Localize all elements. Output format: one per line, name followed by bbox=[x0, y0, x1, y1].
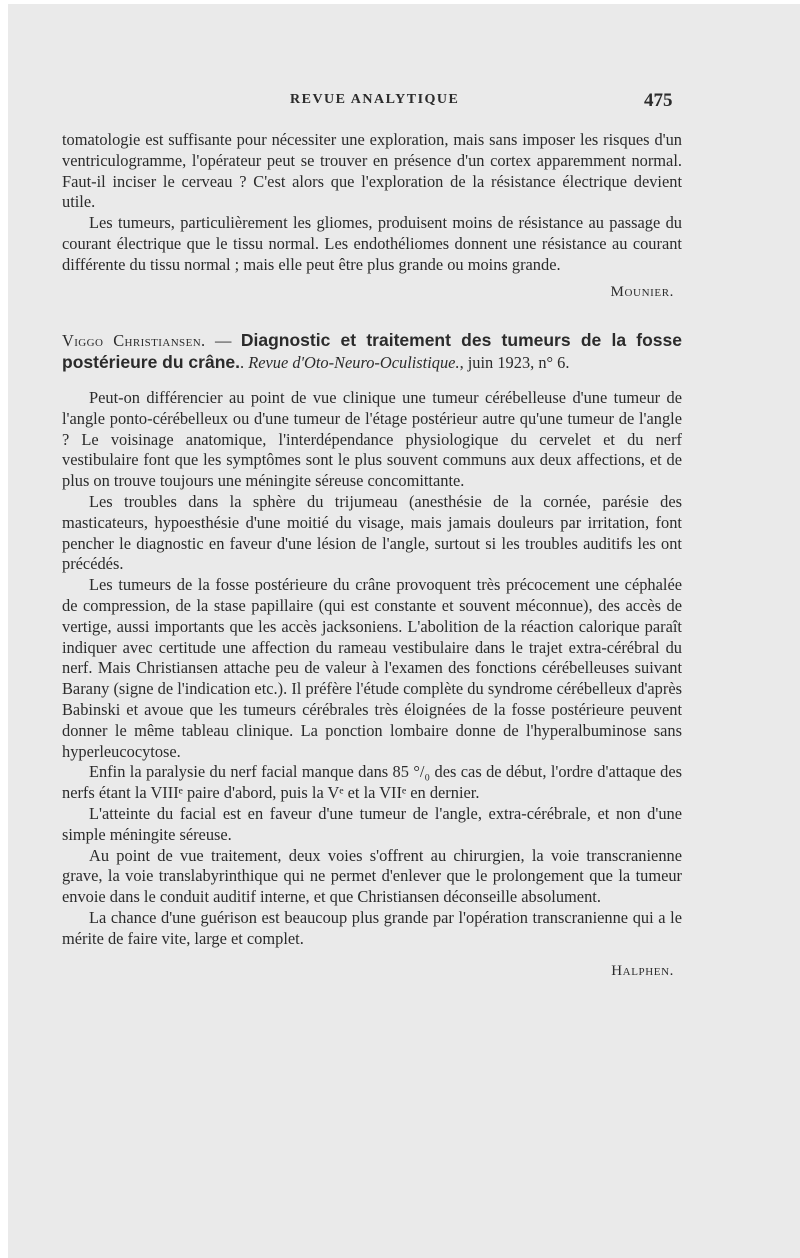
paragraph: La chance d'une guérison est beaucoup plus grande par l'opération transcranienne qui a le mérite de faire vite, large et complet. bbox=[62, 907, 682, 948]
citation-dash: — bbox=[205, 331, 241, 351]
paragraph: Les troubles dans la sphère du trijumeau (anesthésie de la cornée, parésie des masticateurs, hypoesthésie d'une moitié du visage, mais jamais douleurs par irritation, font pencher le diagnostic en faveur d'une lésion de l'angle, surtout si les troubles auditifs les ont précédés. bbox=[62, 491, 682, 574]
paragraph: Les tumeurs de la fosse postérieure du crâne provoquent très précocement une céphalée de compression, de la stase papillaire (qui est constante et souvent méconnue), des accès de vertige, aussi importants que les accès jacksoniens. L'abolition de la réaction calorique paraît indiquer avec certitude une affection du rameau vestibulaire dans le trajet extra-cérébral du nerf. Mais Christiansen attache peu de valeur à l'examen des fonctions cérébelleuses suivant Barany (signe de l'indication etc.). Il préfère l'étude complète du syndrome cérébelleux d'après Babinski et avoue que les tumeurs cérébrales très éloignées de la fosse postérieure peuvent donner le même tableau clinique. La ponction lombaire donne de l'hyperalbuminose sans hyperleucocytose. bbox=[62, 575, 682, 761]
paragraph: Au point de vue traitement, deux voies s'offrent au chirurgien, la voie transcranienne grave, la voie translabyrinthique qui ne permet d'enlever que le prolongement que la tumeur envoie dans le conduit auditif interne, et que Christiansen déconseille absolument. bbox=[62, 845, 682, 907]
citation-separator: . bbox=[239, 353, 249, 373]
page bbox=[8, 4, 800, 1258]
paragraph: tomatologie est suffisante pour nécessiter une exploration, mais sans imposer les risques d'un ventriculogramme, l'opérateur peut se trouver en présence d'un cortex apparemment normal. Faut-il inciser le cerveau ? C'est alors que l'exploration de la résistance électrique devient utile. bbox=[62, 130, 682, 212]
article-mounier bbox=[62, 130, 682, 302]
journal-name: Revue d'Oto-Neuro-Oculistique. bbox=[248, 353, 460, 373]
author-signature: Halphen. bbox=[611, 963, 674, 980]
article-title: Diagnostic et traitement des tumeurs de la fosse postérieure du crâne. bbox=[62, 330, 683, 373]
publication-date: , juin 1923, n° 6. bbox=[459, 353, 570, 373]
paragraph: Peut-on différencier au point de vue clinique une tumeur cérébelleuse d'une tumeur de l'angle ponto-cérébelleux ou d'une tumeur de l'étage postérieur autre qu'une tumeur de l'angle ? Le voisinage anatomique, l'interdépendance physiologique du cervelet et du nerf vestibulaire font que les symptômes sont le plus souvent communs aux deux affections, et de plus on trouve toujours une méningite séreuse concomittante. bbox=[62, 387, 682, 491]
author-signature: Mounier. bbox=[610, 283, 674, 300]
page-number: 475 bbox=[644, 90, 673, 111]
article-christiansen bbox=[62, 330, 682, 982]
paragraph: Les tumeurs, particulièrement les gliomes, produisent moins de résistance au passage du courant électrique que le tissu normal. Les endothéliomes donnent une résistance au courant différente du tissu normal ; mais elle peut être plus grande ou moins grande. bbox=[62, 213, 682, 274]
citation-author: Viggo Christiansen. bbox=[62, 331, 206, 351]
text-block bbox=[62, 130, 682, 982]
article-citation bbox=[62, 330, 682, 374]
paragraph: Enfin la paralysie du nerf facial manque dans 85 °/₀ des cas de début, l'ordre d'attaque des nerfs étant la VIIIᵉ paire d'abord, puis la Vᵉ et la VIIᵉ en dernier. bbox=[62, 762, 682, 803]
page-header bbox=[8, 90, 800, 114]
paragraph: L'atteinte du facial est en faveur d'une tumeur de l'angle, extra-cérébrale, et non d'une simple méningite séreuse. bbox=[62, 803, 682, 844]
running-head: REVUE ANALYTIQUE bbox=[290, 92, 460, 107]
